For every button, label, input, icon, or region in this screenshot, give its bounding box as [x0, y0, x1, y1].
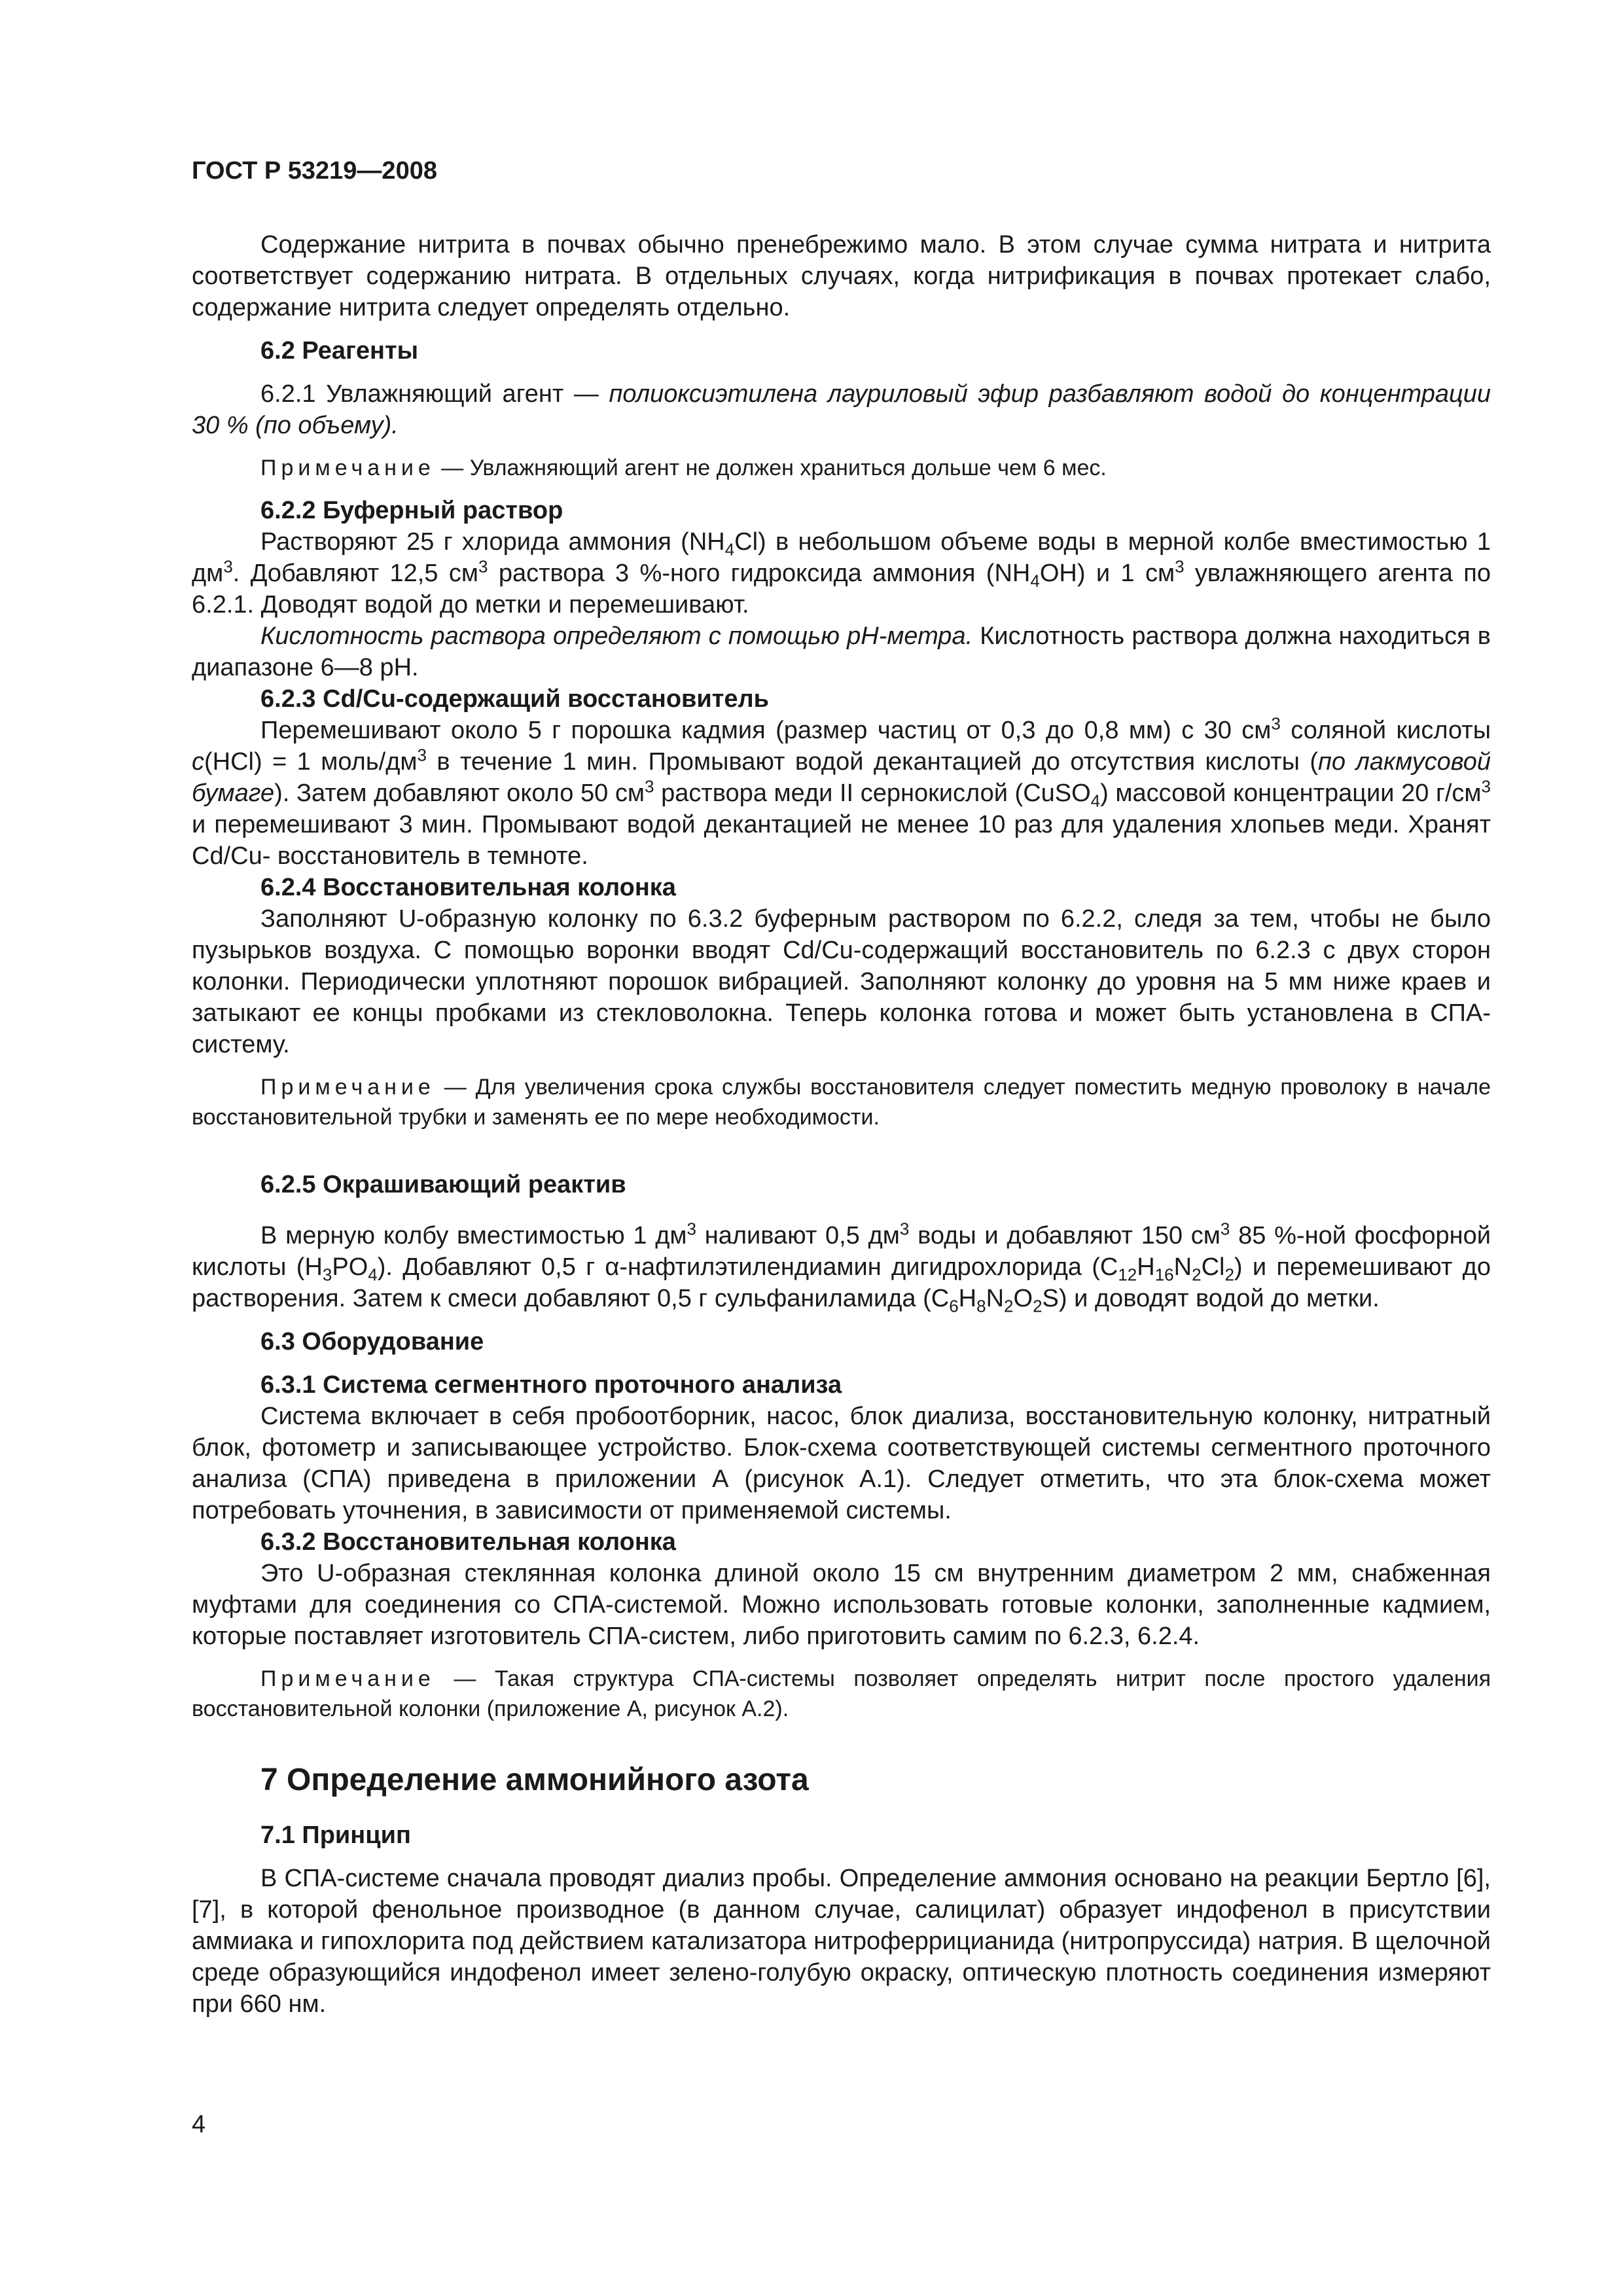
paragraph-6-2-5: [192, 1220, 1491, 1314]
text-run: Растворяют 25 г хлорида аммония (NH: [260, 528, 725, 556]
subscript: 3: [322, 1265, 332, 1285]
subscript: 4: [724, 539, 735, 560]
heading-6-2-3: 6.2.3 Cd/Cu-содержащий восстановитель: [260, 685, 769, 713]
text-run: Cl) в небольшом объеме воды в мерной колбе вместимостью 1 дм: [192, 528, 1491, 587]
heading-6-2-2: 6.2.2 Буферный раствор: [260, 497, 563, 524]
text-run: Cl: [1201, 1253, 1225, 1281]
subscript: 2: [1192, 1265, 1202, 1285]
text-run: . Добавляют 12,5 см: [232, 560, 478, 587]
text-run: Перемешивают около 5 г порошка кадмия (размер частиц от 0,3 до 0,8 мм) с 30 см: [260, 717, 1272, 744]
text-run: ) и перемешивают до растворения. Затем к смеси добавляют 0,5 г сульфаниламида (C: [192, 1253, 1491, 1312]
text-run: S) и доводят водой до метки.: [1042, 1285, 1380, 1312]
text-run: O: [1013, 1285, 1033, 1312]
text-run: N: [1173, 1253, 1192, 1281]
note-2: [192, 1072, 1491, 1132]
superscript: 3: [899, 1219, 910, 1239]
heading-6-2-4: 6.2.4 Восстановительная колонка: [260, 874, 676, 901]
page-number: 4: [192, 2111, 206, 2138]
note-label: Примечание: [260, 1075, 435, 1100]
text-run: раствора меди II сернокислой (CuSO: [654, 780, 1091, 807]
paragraph-6-2-2: [192, 526, 1491, 620]
subscript: 2: [1224, 1265, 1234, 1285]
paragraph-6-2-1: [192, 378, 1491, 441]
superscript: 3: [1271, 713, 1281, 734]
heading-6-3-1: 6.3.1 Система сегментного проточного анализа: [260, 1371, 842, 1399]
text-run: PO: [332, 1253, 368, 1281]
superscript: 3: [687, 1219, 696, 1239]
heading-6-2: 6.2 Реагенты: [260, 337, 419, 365]
text-run: раствора 3 %-ного гидроксида аммония (NH: [488, 560, 1031, 587]
text-run-italic: по лакмусовой бумаге: [192, 748, 1491, 807]
paragraph-6-2-4: Заполняют U-образную колонку по 6.3.2 буферным раствором по 6.2.2, следя за тем, чтобы не было пузырьков воздуха. С помощью воронки вводят Cd/Cu-содержащий восстановитель по 6.2.3 с двух сторон колонки. Периодически уплотняют порошок вибрацией. Заполняют колонку до уровня на 5 мм ниже краев и затыкают ее концы пробками из стекловолокна. Теперь колонка готова и может быть установлена в СПА-систему.: [192, 905, 1491, 1058]
text-run: (HCl) = 1 моль/дм: [204, 748, 418, 776]
superscript: 3: [478, 556, 488, 577]
heading-6-3: 6.3 Оборудование: [260, 1328, 484, 1355]
superscript: 3: [223, 556, 233, 577]
text-run: В мерную колбу вместимостью 1 дм: [260, 1222, 687, 1249]
note-3: [192, 1664, 1491, 1724]
note-2-text: — Для увеличения срока службы восстановителя следует поместить медную проволоку в начале восстановительной трубки и заменять ее по мере необходимости.: [192, 1075, 1491, 1130]
subscript: 2: [1004, 1296, 1014, 1316]
note-3-text: — Такая структура СПА-системы позволяет определять нитрит после простого удаления восстановительной колонки (приложение А, рисунок А.2).: [192, 1666, 1491, 1721]
paragraph-6-3-1: Система включает в себя пробоотборник, насос, блок диализа, восстановительную колонку, нитратный блок, фотометр и записывающее устройство. Блок-схема соответствующей системы сегментного проточного анализа (СПА) приведена в приложении А (рисунок А.1). Следует отметить, что эта блок-схема может потребовать уточнения, в зависимости от применяемой системы.: [192, 1403, 1491, 1524]
text-run: OH) и 1 см: [1039, 560, 1175, 587]
subscript: 4: [1090, 791, 1101, 811]
superscript: 3: [1481, 776, 1491, 797]
text-run: N: [986, 1285, 1005, 1312]
superscript: 3: [1220, 1219, 1230, 1239]
subscript: 4: [368, 1265, 378, 1285]
note-1-text: — Увлажняющий агент не должен храниться дольше чем 6 мес.: [435, 456, 1107, 480]
paragraph-6-3-2: Это U-образная стеклянная колонка длиной около 15 см внутренним диаметром 2 мм, снабженная муфтами для соединения со СПА-системой. Можно использовать готовые колонки, заполненные кадмием, которые поставляет изготовитель СПА-систем, либо приготовить самим по 6.2.3, 6.2.4.: [192, 1560, 1491, 1650]
text-run-italic: Кислотность раствора определяют с помощью pH-метра.: [260, 622, 973, 650]
paragraph-6-2-2-acidity: [192, 620, 1491, 683]
paragraph-7-1: В СПА-системе сначала проводят диализ пробы. Определение аммония основано на реакции Бертло [6], [7], в которой фенольное производное (в данном случае, салицилат) образует индофенол в присутствии аммиака и гипохлорита под действием катализатора нитроферрицианида (нитропруссида) натрия. В щелочной среде образующийся индофенол имеет зелено-голубую окраску, оптическую плотность соединения измеряют при 660 нм.: [192, 1865, 1491, 2018]
text-run: в течение 1 мин. Промывают водой декантацией до отсутствия кислоты (: [426, 748, 1318, 776]
text-run: и перемешивают 3 мин. Промывают водой декантацией не менее 10 раз для удаления хлопьев меди. Хранят Cd/Cu- восстановитель в темноте.: [192, 811, 1491, 870]
subscript: 4: [1030, 571, 1040, 591]
clause-6-2-1-lead: 6.2.1 Увлажняющий агент —: [260, 380, 609, 408]
text-run: воды и добавляют 150 см: [909, 1222, 1221, 1249]
note-1: [192, 453, 1491, 483]
paragraph-intro: Содержание нитрита в почвах обычно пренебрежимо мало. В этом случае сумма нитрата и нитрита соответствует содержанию нитрата. В отдельных случаях, когда нитрификация в почвах протекает слабо, содержание нитрита следует определять отдельно.: [192, 231, 1491, 321]
text-run: ) массовой концентрации 20 г/см: [1100, 780, 1482, 807]
text-run: ). Затем добавляют около 50 см: [274, 780, 645, 807]
heading-6-3-2: 6.3.2 Восстановительная колонка: [260, 1528, 676, 1556]
text-run: Кислотность раствора должна находиться в диапазоне 6—8 pH.: [192, 622, 1491, 681]
text-run: соляной кислоты: [1280, 717, 1491, 744]
superscript: 3: [645, 776, 654, 797]
section-heading-7: 7 Определение аммонийного азота: [260, 1763, 809, 1797]
text-run: 85 %-ной фосфорной кислоты (H: [192, 1222, 1491, 1281]
subscript: 8: [976, 1296, 986, 1316]
text-run: H: [1137, 1253, 1155, 1281]
paragraph-6-2-3: [192, 715, 1491, 872]
subscript: 12: [1118, 1265, 1137, 1285]
subscript: 2: [1033, 1296, 1043, 1316]
superscript: 3: [417, 745, 427, 765]
text-run: H: [958, 1285, 977, 1312]
text-run-italic: c: [192, 748, 204, 776]
text-run: наливают 0,5 дм: [696, 1222, 900, 1249]
superscript: 3: [1175, 556, 1185, 577]
document-id-header: ГОСТ Р 53219—2008: [192, 157, 437, 185]
heading-7-1: 7.1 Принцип: [260, 1821, 411, 1849]
subscript: 16: [1154, 1265, 1174, 1285]
page-content: [192, 229, 1491, 2020]
heading-6-2-5: 6.2.5 Окрашивающий реактив: [260, 1171, 626, 1198]
text-run: увлажняющего агента по 6.2.1. Доводят водой до метки и перемешивают.: [192, 560, 1491, 619]
text-run: ). Добавляют 0,5 г α-нафтилэтилендиамин дигидрохлорида (C: [377, 1253, 1118, 1281]
note-label: Примечание: [260, 1666, 435, 1691]
clause-6-2-1-italic: полиоксиэтилена лауриловый эфир разбавляют водой до концентрации 30 % (по объему).: [192, 380, 1491, 439]
note-label: Примечание: [260, 456, 435, 480]
subscript: 6: [949, 1296, 959, 1316]
